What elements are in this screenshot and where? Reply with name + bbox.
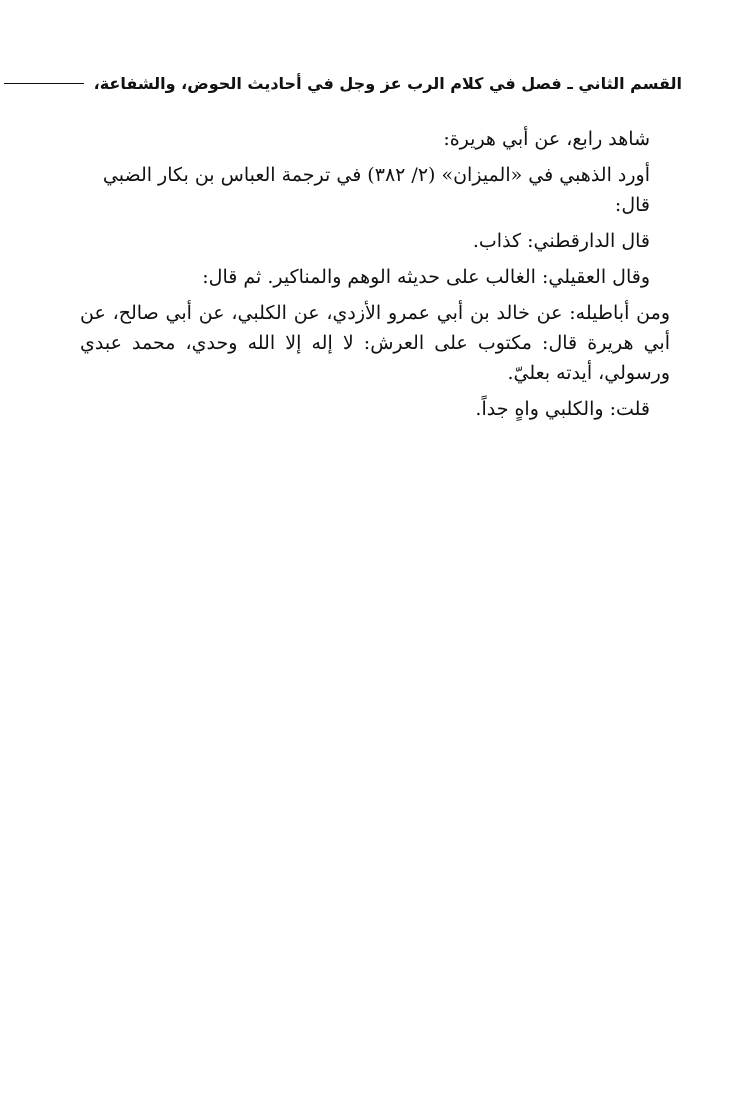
paragraph-uqayli: وقال العقيلي: الغالب على حديثه الوهم والمناكير. ثم قال: [202,266,650,288]
running-header-title: القسم الثاني ـ فصل في كلام الرب عز وجل في أحاديث الحوض، والشفاعة، [93,73,682,93]
body-text [80,124,670,424]
paragraph-hadith-text: ومن أباطيله: عن خالد بن أبي عمرو الأزدي، عن الكلبي، عن أبي صالح، عن أبي هريرة قال: مكتوب على العرش: لا إله إلا الله وحدي، محمد عبدي ورسولي، أيدته بعليّ. [80,302,670,384]
running-header [60,68,682,98]
paragraph-witness-heading: شاهد رابع، عن أبي هريرة: [443,128,650,150]
paragraph-daraqutni: قال الدارقطني: كذاب. [472,230,650,252]
header-rule [4,83,84,84]
paragraph-closing-note: قلت: والكلبي واهٍ جداً. [475,398,650,420]
paragraph-dhahabi-citation: أورد الذهبي في «الميزان» (٢/ ٣٨٢) في ترجمة العباس بن بكار الضبي قال: [102,164,650,216]
